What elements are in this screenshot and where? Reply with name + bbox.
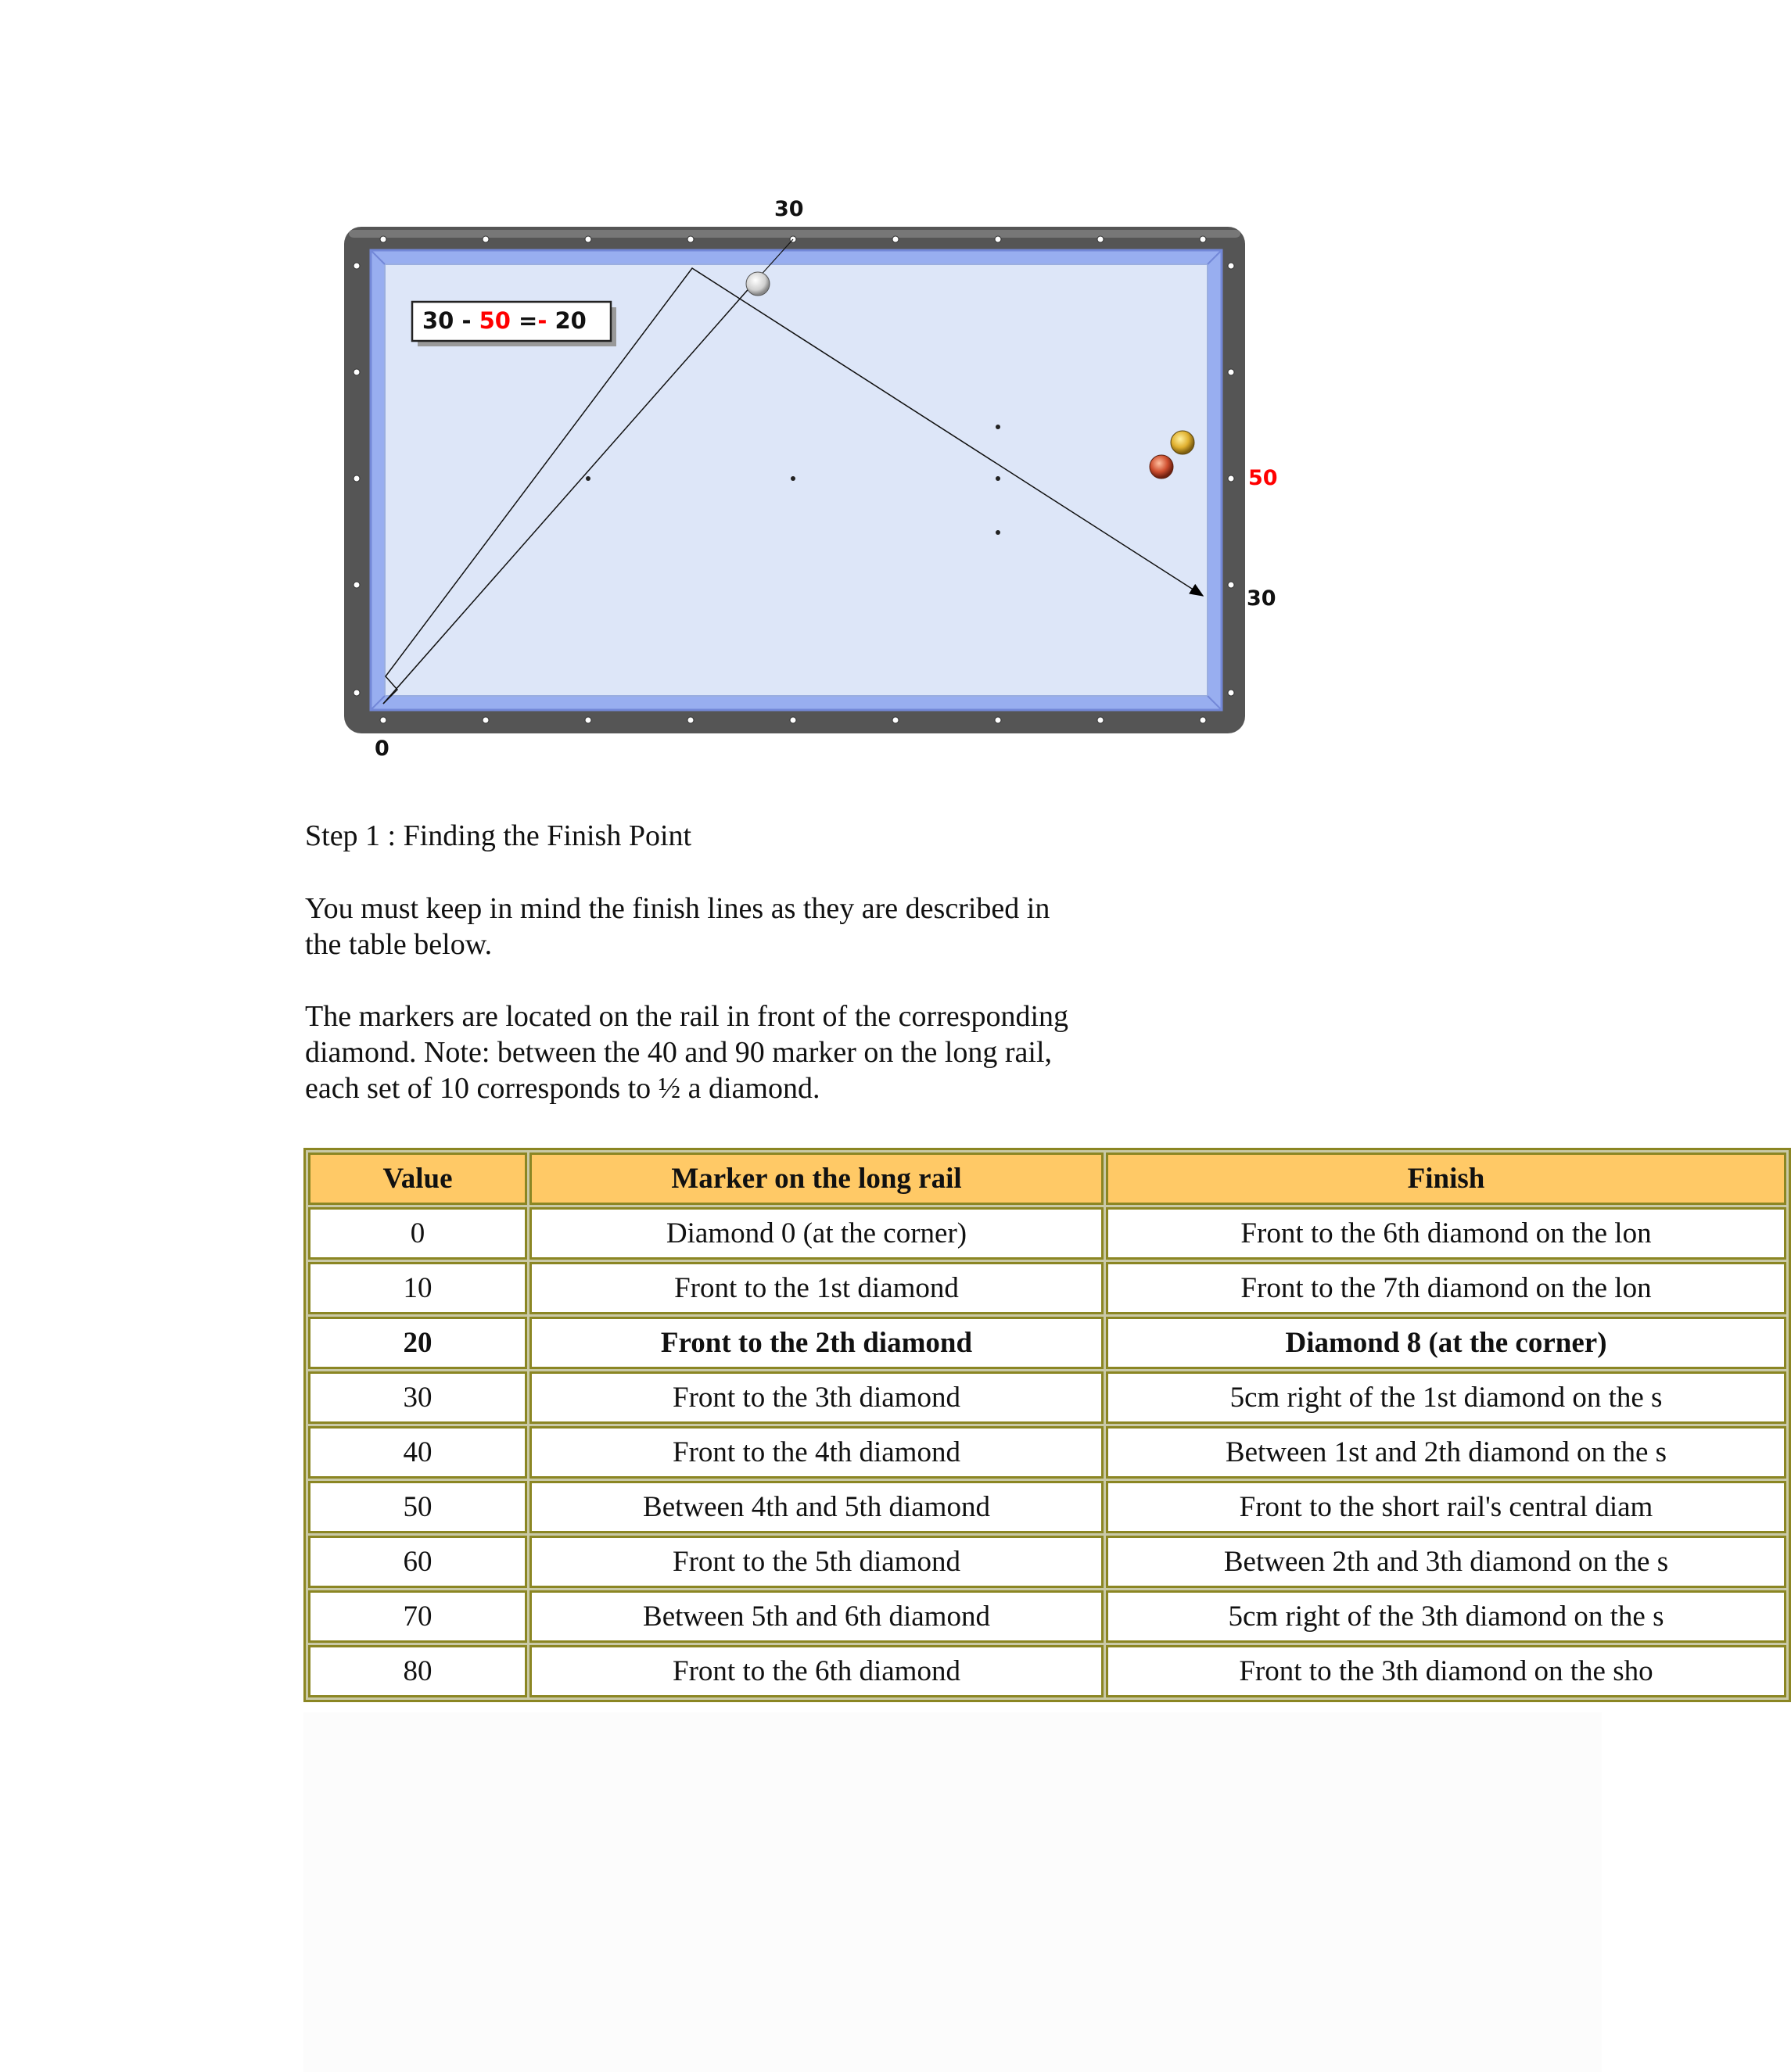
finish-cell: Between 1st and 2th diamond on the s — [1106, 1426, 1786, 1479]
content-background-panel — [303, 1712, 1602, 2072]
marker-cell: Between 4th and 5th diamond — [529, 1481, 1104, 1533]
value-cell: 70 — [308, 1590, 527, 1643]
value-cell: 80 — [308, 1645, 527, 1697]
diamond — [1097, 717, 1104, 723]
diamond — [354, 690, 360, 696]
diamond — [483, 236, 489, 242]
diamond — [354, 475, 360, 482]
diamond — [585, 236, 591, 242]
markers-line: diamond. Note: between the 40 and 90 marker on the long rail, — [305, 1036, 1053, 1069]
marker-cell: Front to the 2th diamond — [529, 1317, 1104, 1369]
cue-ball — [746, 272, 770, 296]
formula-part-3: = — [510, 307, 538, 334]
value-cell: 30 — [308, 1371, 527, 1424]
finish-cell: Front to the 6th diamond on the lon — [1106, 1207, 1786, 1260]
finish-cell: Diamond 8 (at the corner) — [1106, 1317, 1786, 1369]
step-title — [305, 818, 1197, 854]
table-row — [308, 1481, 1786, 1533]
spot — [586, 476, 590, 481]
diamond — [790, 717, 796, 723]
right-marker-label-lower: 30 — [1247, 586, 1276, 611]
diamond — [1228, 582, 1234, 588]
table-body — [308, 1207, 1786, 1697]
marker-cell: Front to the 5th diamond — [529, 1536, 1104, 1588]
diamond — [380, 717, 386, 723]
formula-part-4: - — [537, 307, 547, 334]
marker-cell: Front to the 3th diamond — [529, 1371, 1104, 1424]
diamond — [483, 717, 489, 723]
diamond — [1200, 236, 1206, 242]
diamond — [1228, 263, 1234, 269]
diamond — [687, 236, 694, 242]
finish-cell: Between 2th and 3th diamond on the s — [1106, 1536, 1786, 1588]
yellow-ball — [1171, 431, 1194, 454]
spot — [996, 530, 1000, 535]
markers-paragraph — [305, 998, 1197, 1106]
spot — [791, 476, 795, 481]
diamond — [995, 717, 1001, 723]
table-row — [308, 1536, 1786, 1588]
table-row — [308, 1262, 1786, 1314]
finish-table-container — [303, 1148, 1669, 1720]
marker-cell: Front to the 4th diamond — [529, 1426, 1104, 1479]
finish-cell: 5cm right of the 3th diamond on the s — [1106, 1590, 1786, 1643]
value-cell: 40 — [308, 1426, 527, 1479]
step-title-text: Step 1 : Finding the Finish Point — [305, 819, 692, 852]
header-marker: Marker on the long rail — [529, 1153, 1104, 1205]
intro-line: the table below. — [305, 928, 493, 961]
marker-cell: Front to the 1st diamond — [529, 1262, 1104, 1314]
value-cell: 0 — [308, 1207, 527, 1260]
value-cell: 50 — [308, 1481, 527, 1533]
diamond — [380, 236, 386, 242]
header-value: Value — [308, 1153, 527, 1205]
diamond — [354, 369, 360, 375]
intro-line: You must keep in mind the finish lines as they are described in — [305, 892, 1050, 925]
formula-part-2: 50 — [479, 307, 511, 334]
value-cell: 20 — [308, 1317, 527, 1369]
value-cell: 60 — [308, 1536, 527, 1588]
finish-cell: Front to the 3th diamond on the sho — [1106, 1645, 1786, 1697]
diamond — [585, 717, 591, 723]
header-finish: Finish — [1106, 1153, 1786, 1205]
table-row — [308, 1590, 1786, 1643]
table-row — [308, 1645, 1786, 1697]
formula-box — [412, 302, 616, 346]
marker-cell: Diamond 0 (at the corner) — [529, 1207, 1104, 1260]
marker-cell: Between 5th and 6th diamond — [529, 1590, 1104, 1643]
finish-cell: Front to the 7th diamond on the lon — [1106, 1262, 1786, 1314]
finish-cell: Front to the short rail's central diam — [1106, 1481, 1786, 1533]
top-marker-label: 30 — [774, 197, 804, 221]
value-cell: 10 — [308, 1262, 527, 1314]
diamond — [354, 582, 360, 588]
corner-marker-label: 0 — [375, 737, 389, 761]
diamond — [1097, 236, 1104, 242]
diamond — [892, 236, 899, 242]
table-row — [308, 1371, 1786, 1424]
formula-text — [422, 307, 587, 334]
diamond — [1228, 690, 1234, 696]
table-row — [308, 1317, 1786, 1369]
red-ball — [1150, 455, 1173, 479]
diamond — [354, 263, 360, 269]
table-row — [308, 1207, 1786, 1260]
diamond — [995, 236, 1001, 242]
finish-table — [303, 1148, 1791, 1702]
diamond — [892, 717, 899, 723]
table-header-row — [308, 1153, 1786, 1205]
table-row — [308, 1426, 1786, 1479]
spot — [996, 476, 1000, 481]
markers-line: each set of 10 corresponds to ½ a diamond. — [305, 1072, 820, 1105]
marker-cell: Front to the 6th diamond — [529, 1645, 1104, 1697]
diamond — [1228, 369, 1234, 375]
diamond — [687, 717, 694, 723]
finish-cell: 5cm right of the 1st diamond on the s — [1106, 1371, 1786, 1424]
diamond — [1228, 475, 1234, 482]
spot — [996, 425, 1000, 429]
diamond — [1200, 717, 1206, 723]
formula-part-1: 30 - — [422, 307, 479, 334]
markers-line: The markers are located on the rail in front of the corresponding — [305, 1000, 1069, 1033]
billiard-table-diagram — [0, 0, 1602, 790]
intro-paragraph — [305, 891, 1197, 963]
formula-part-5: 20 — [547, 307, 587, 334]
right-marker-label-upper: 50 — [1248, 466, 1278, 490]
